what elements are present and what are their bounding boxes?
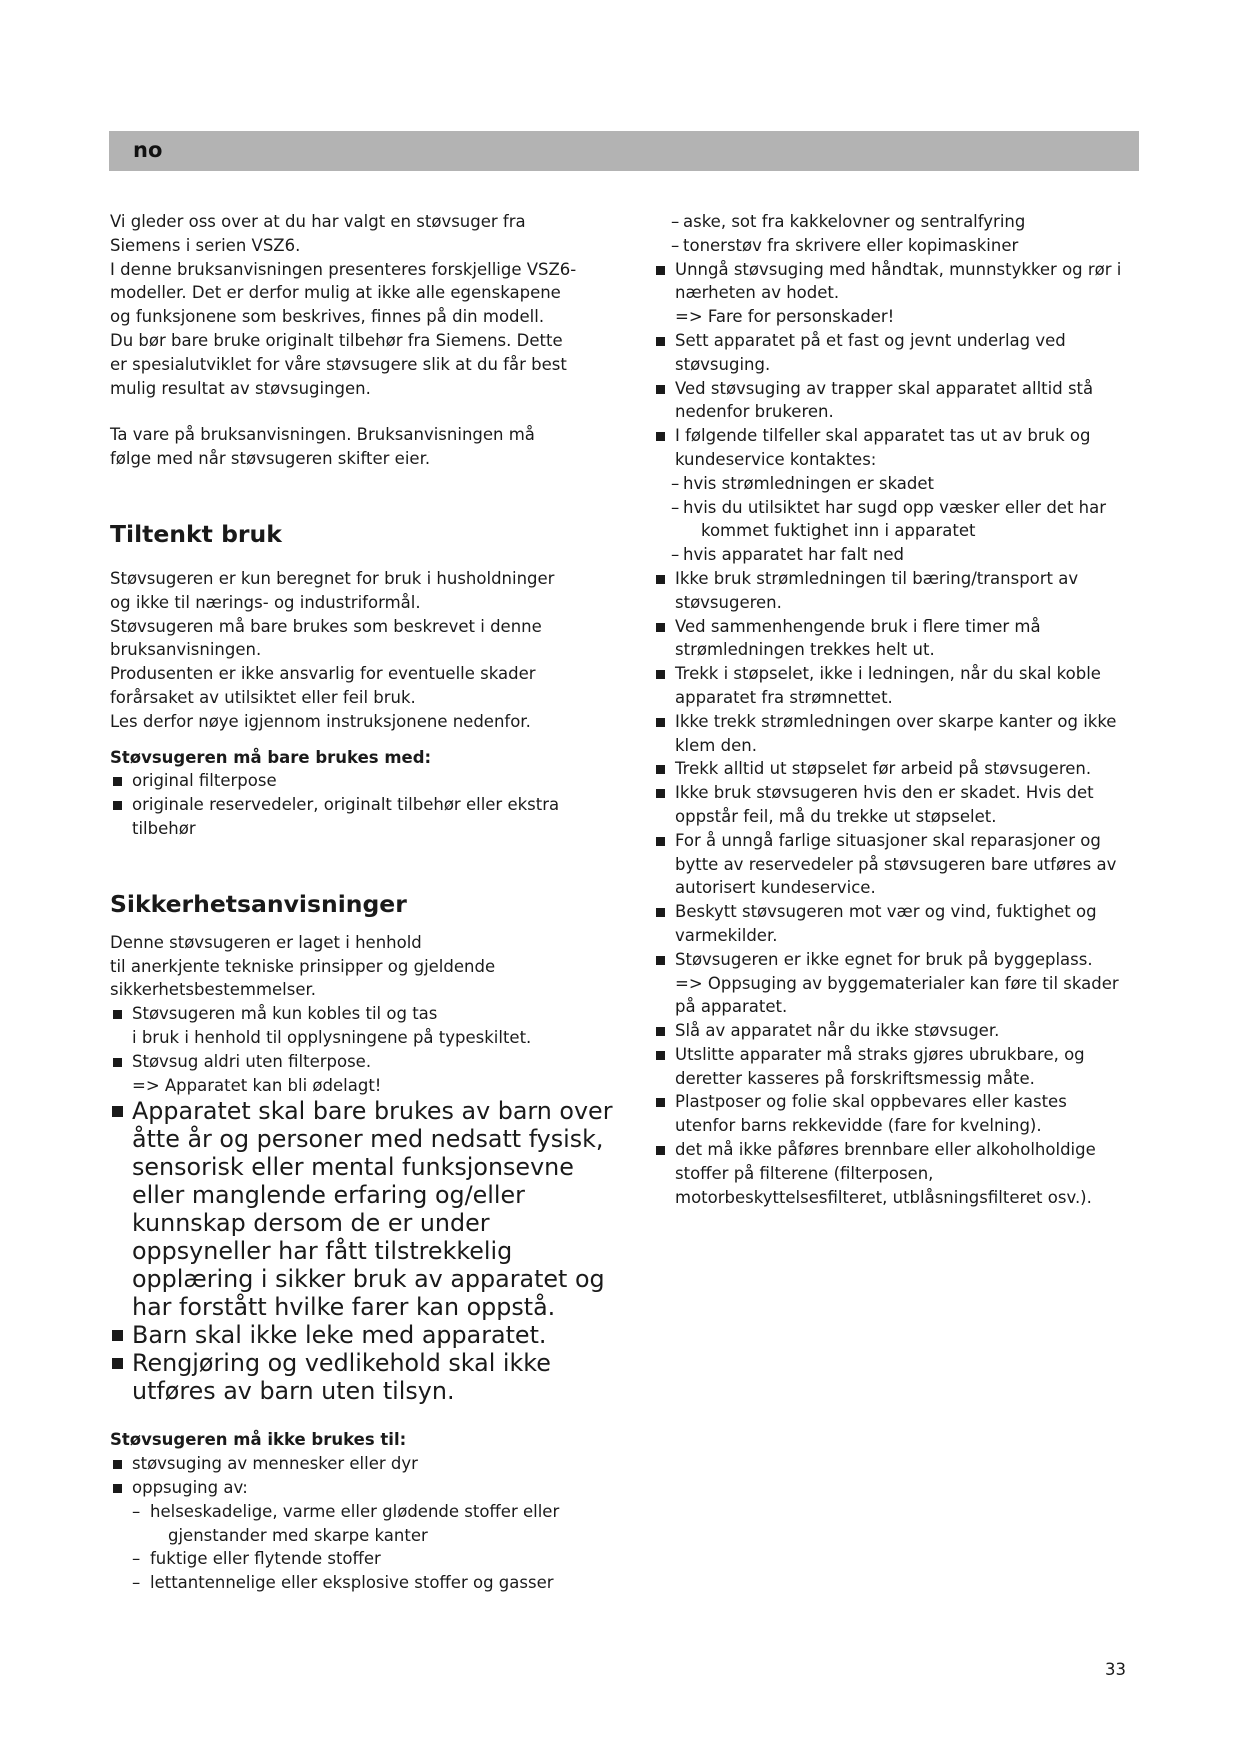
dash-icon: – (671, 497, 680, 517)
item-line: Ikke trekk strømledningen over skarpe kanter og ikke (675, 711, 1117, 731)
bullet-item (653, 829, 1143, 900)
item-line: => Apparatet kan bli ødelagt! (132, 1075, 382, 1095)
text-line: Du bør bare bruke originalt tilbehør fra Siemens. Dette (110, 330, 563, 350)
dash-icon: – (671, 545, 680, 565)
section-title-safety: Sikkerhetsanvisninger (110, 889, 407, 918)
text-line: Støvsugeren er kun beregnet for bruk i husholdninger (110, 568, 555, 588)
item-line: Slå av apparatet når du ikke støvsuger. (675, 1021, 1000, 1041)
dash-item (110, 1500, 620, 1548)
item-line: oppsyneller har fått tilstrekkelig (132, 1237, 513, 1266)
dash-icon: – (671, 473, 680, 493)
item-line: hvis du utilsiktet har sugd opp væsker eller det har (683, 497, 1107, 517)
item-line: på apparatet. (675, 997, 788, 1017)
item-line: gjenstander med skarpe kanter (168, 1525, 428, 1545)
safety-list (110, 1002, 620, 1097)
bullet-item (653, 424, 1143, 472)
bullet-item (110, 793, 620, 841)
dash-icon: – (132, 1501, 141, 1521)
text-line: Siemens i serien VSZ6. (110, 235, 301, 255)
item-line: originale reservedeler, originalt tilbehør eller ekstra (132, 795, 560, 815)
item-line: opplæring i sikker bruk av apparatet og (132, 1265, 605, 1294)
bullet-item (110, 1349, 620, 1405)
item-line: helseskadelige, varme eller glødende stoffer eller (150, 1501, 560, 1521)
item-line: Ved sammenhengende bruk i flere timer må (675, 616, 1041, 636)
bullet-item (110, 1097, 620, 1321)
item-line: utføres av barn uten tilsyn. (132, 1377, 455, 1406)
dash-item (653, 234, 1143, 258)
item-line: Ved støvsuging av trapper skal apparatet alltid stå (675, 378, 1094, 398)
intended-use-paragraph (110, 567, 620, 734)
text-line: Denne støvsugeren er laget i henhold (110, 932, 422, 952)
item-line: nedenfor brukeren. (675, 402, 834, 422)
not-for-list (110, 1452, 620, 1500)
item-line: i bruk i henhold til opplysningene på typeskiltet. (132, 1027, 532, 1047)
item-line: støvsuging av mennesker eller dyr (132, 1454, 418, 1474)
safety-intro-paragraph (110, 931, 620, 1002)
item-line: Støvsugeren er ikke egnet for bruk på byggeplass. (675, 949, 1093, 969)
bullet-item (653, 710, 1143, 758)
text-line: bruksanvisningen. (110, 640, 262, 660)
item-line: apparatet fra strømnettet. (675, 687, 893, 707)
item-line: utenfor barns rekkevidde (fare for kvelning). (675, 1116, 1042, 1136)
item-line: oppsuging av: (132, 1477, 248, 1497)
item-line: Unngå støvsuging med håndtak, munnstykker og rør i (675, 259, 1122, 279)
text-line: Produsenten er ikke ansvarlig for eventuelle skader (110, 664, 536, 684)
page-number: 33 (1105, 1660, 1126, 1679)
item-line: hvis strømledningen er skadet (683, 473, 934, 493)
item-line: støvsugeren. (675, 592, 782, 612)
item-line: lettantennelige eller eksplosive stoffer og gasser (150, 1573, 554, 1593)
bullet-item (653, 1138, 1143, 1209)
only-with-label: Støvsugeren må bare brukes med: (110, 747, 432, 767)
keep-manual-paragraph (110, 423, 620, 471)
item-line: eller manglende erfaring og/eller (132, 1181, 525, 1210)
item-line: kundeservice kontaktes: (675, 449, 877, 469)
item-line: Barn skal ikke leke med apparatet. (132, 1321, 547, 1350)
item-line: aske, sot fra kakkelovner og sentralfyring (683, 212, 1026, 231)
dash-item (653, 472, 1143, 496)
dash-icon: – (671, 212, 680, 231)
item-line: motorbeskyttelsesfilteret, utblåsningsfilteret osv.). (675, 1187, 1092, 1207)
item-line: sensorisk eller mental funksjonsevne (132, 1153, 574, 1182)
item-line: kunnskap dersom de er under (132, 1209, 490, 1238)
item-line: Apparatet skal bare brukes av barn over (132, 1097, 613, 1126)
dust-dash-list (653, 210, 1143, 258)
item-line: => Fare for personskader! (675, 307, 895, 327)
item-line: strømledningen trekkes helt ut. (675, 640, 935, 660)
bullet-item (653, 615, 1143, 663)
item-line: det må ikke påføres brennbare eller alkoholholdige (675, 1140, 1096, 1160)
dash-icon: – (671, 235, 680, 255)
bullet-item (653, 662, 1143, 710)
safety-list-a (653, 258, 1143, 472)
bullet-item (653, 567, 1143, 615)
text-line: følge med når støvsugeren skifter eier. (110, 449, 431, 469)
item-line: hvis apparatet har falt ned (683, 545, 904, 565)
item-line: => Oppsuging av byggematerialer kan føre til skader (675, 973, 1119, 993)
text-line: I denne bruksanvisningen presenteres forskjellige VSZ6- (110, 259, 577, 279)
dash-item (110, 1547, 620, 1571)
bullet-item (653, 377, 1143, 425)
text-line: mulig resultat av støvsugingen. (110, 378, 371, 398)
bullet-item (653, 329, 1143, 377)
dash-item (653, 210, 1143, 234)
children-safety-list (110, 1097, 620, 1405)
text-line: og funksjonene som beskrives, finnes på din modell. (110, 307, 545, 327)
text-line: Vi gleder oss over at du har valgt en støvsuger fra (110, 212, 526, 231)
item-line: Støvsug aldri uten filterpose. (132, 1051, 372, 1071)
item-line: tilbehør (132, 818, 196, 838)
item-line: Ikke bruk strømledningen til bæring/transport av (675, 568, 1079, 588)
not-for-dash-list (110, 1500, 620, 1595)
item-line: For å unngå farlige situasjoner skal reparasjoner og (675, 830, 1101, 850)
item-line: original filterpose (132, 771, 277, 791)
item-line: fuktige eller flytende stoffer (150, 1549, 381, 1569)
bullet-item (653, 1043, 1143, 1091)
bullet-item (653, 258, 1143, 329)
bullet-item (653, 900, 1143, 948)
text-line: Les derfor nøye igjennom instruksjonene nedenfor. (110, 711, 531, 731)
dash-icon: – (132, 1573, 141, 1593)
bullet-item (653, 1090, 1143, 1138)
bullet-item (110, 1476, 620, 1500)
item-line: Sett apparatet på et fast og jevnt underlag ved (675, 330, 1066, 350)
item-line: Plastposer og folie skal oppbevares eller kastes (675, 1092, 1067, 1112)
item-line: autorisert kundeservice. (675, 878, 876, 898)
bullet-item (110, 769, 620, 793)
text-line: forårsaket av utilsiktet eller feil bruk. (110, 687, 416, 707)
item-line: har forstått hvilke farer kan oppstå. (132, 1293, 556, 1322)
language-code: no (133, 138, 163, 162)
item-line: Trekk i støpselet, ikke i ledningen, når du skal koble (675, 664, 1101, 684)
bullet-item (653, 781, 1143, 829)
intro-paragraph (110, 210, 620, 400)
service-dash-list (653, 472, 1143, 567)
section-title-intended-use: Tiltenkt bruk (110, 519, 282, 548)
item-line: åtte år og personer med nedsatt fysisk, (132, 1125, 604, 1154)
item-line: klem den. (675, 735, 757, 755)
dash-icon: – (132, 1549, 141, 1569)
text-line: Støvsugeren må bare brukes som beskrevet i denne (110, 616, 542, 636)
item-line: Ikke bruk støvsugeren hvis den er skadet. Hvis det (675, 783, 1094, 803)
item-line: Rengjøring og vedlikehold skal ikke (132, 1349, 551, 1378)
right-column (653, 210, 1143, 1209)
item-line: oppstår feil, må du trekke ut støpselet. (675, 806, 997, 826)
language-header-bar (109, 131, 1139, 171)
item-line: varmekilder. (675, 925, 778, 945)
item-line: bytte av reservedeler på støvsugeren bare utføres av (675, 854, 1117, 874)
dash-item (653, 496, 1143, 544)
item-line: Støvsugeren må kun kobles til og tas (132, 1004, 438, 1024)
bullet-item (653, 757, 1143, 781)
bullet-item (110, 1321, 620, 1349)
dash-item (653, 543, 1143, 567)
bullet-item (653, 948, 1143, 1019)
item-line: kommet fuktighet inn i apparatet (701, 521, 976, 541)
bullet-item (110, 1452, 620, 1476)
item-line: støvsuging. (675, 354, 771, 374)
bullet-item (110, 1002, 620, 1050)
only-with-list (110, 769, 620, 840)
item-line: nærheten av hodet. (675, 283, 840, 303)
item-line: deretter kasseres på forskriftsmessig måte. (675, 1068, 1035, 1088)
item-line: stoffer på filterene (filterposen, (675, 1163, 934, 1183)
safety-list-b (653, 567, 1143, 1210)
text-line: sikkerhetsbestemmelser. (110, 980, 317, 1000)
item-line: I følgende tilfeller skal apparatet tas ut av bruk og (675, 426, 1091, 446)
text-line: til anerkjente tekniske prinsipper og gjeldende (110, 956, 496, 976)
bullet-item (653, 1019, 1143, 1043)
item-line: Beskytt støvsugeren mot vær og vind, fuktighet og (675, 902, 1097, 922)
item-line: Trekk alltid ut støpselet før arbeid på støvsugeren. (675, 759, 1092, 779)
text-line: er spesialutviklet for våre støvsugere slik at du får best (110, 354, 567, 374)
item-line: Utslitte apparater må straks gjøres ubrukbare, og (675, 1044, 1085, 1064)
text-line: og ikke til nærings- og industriformål. (110, 592, 421, 612)
not-for-label: Støvsugeren må ikke brukes til: (110, 1430, 407, 1450)
text-line: modeller. Det er derfor mulig at ikke alle egenskapene (110, 283, 561, 303)
item-line: tonerstøv fra skrivere eller kopimaskiner (683, 235, 1019, 255)
text-line: Ta vare på bruksanvisningen. Bruksanvisningen må (110, 425, 535, 445)
dash-item (110, 1571, 620, 1595)
bullet-item (110, 1050, 620, 1098)
left-column (110, 210, 620, 1595)
